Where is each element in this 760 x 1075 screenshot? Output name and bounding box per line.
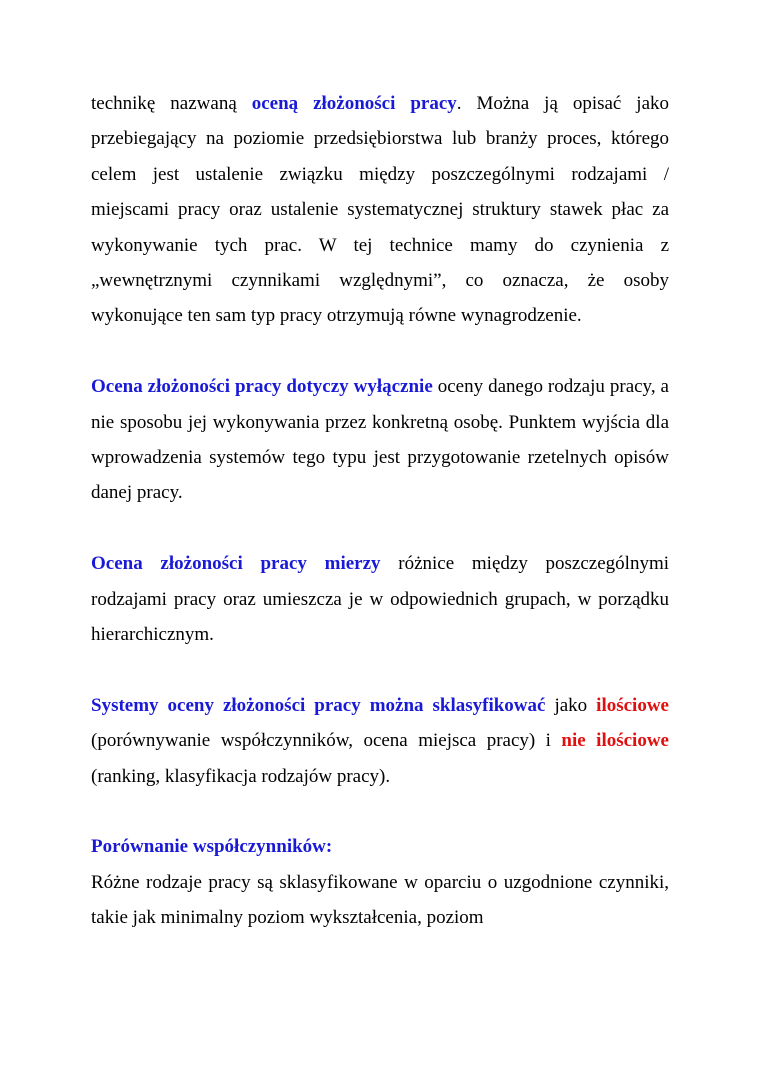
paragraph-text: oceny danego rodzaju pracy, a nie sposobu jej wykonywania przez konkretną osobę. Punktem wyjścia dla wprowadzenia systemów tego typu jest przygotowanie rzetelnych opisów danej pracy. — [91, 376, 669, 504]
non-quantitative-term: nie ilościowe — [561, 730, 669, 752]
paragraph-spacer — [91, 794, 669, 829]
quantitative-term: ilościowe — [596, 694, 669, 716]
paragraph-text: . Można ją opisać jako przebiegający na poziomie przedsiębiorstwa lub branży proces, którego celem jest ustalenie związku między poszczególnymi rodzajami / miejscami pracy oraz ustalenie systematycznej struktury stawek płac za wykonywanie tych prac. W tej technice mamy do czynienia z „wewnętrznymi czynnikami względnymi”, co oznacza, że osoby wykonujące ten sam typ pracy otrzymują równe wynagrodzenie. — [91, 93, 670, 327]
paragraph-text: (porównywanie współczynników, ocena miejsca pracy) i — [91, 730, 562, 752]
highlighted-term: Systemy oceny złożoności pracy można sklasyfikować — [91, 694, 546, 716]
section-heading-factor-comparison — [91, 829, 669, 864]
paragraph-factor-comparison — [91, 865, 669, 936]
document-page — [91, 86, 669, 936]
paragraph-text: technikę nazwaną — [91, 93, 252, 114]
paragraph-text: (ranking, klasyfikacja rodzajów pracy). — [91, 765, 391, 787]
paragraph-measurement — [91, 546, 669, 652]
paragraph-spacer — [91, 652, 669, 687]
paragraph-classification — [91, 688, 669, 794]
paragraph-spacer — [91, 334, 669, 369]
paragraph-text: różnice między poszczególnymi rodzajami pracy oraz umieszcza je w odpowiednich grupach, w porządku hierarchicznym. — [91, 553, 670, 646]
paragraph-scope — [91, 369, 669, 511]
highlighted-term: Ocena złożoności pracy mierzy — [91, 553, 381, 575]
paragraph-text: jako — [545, 694, 597, 716]
paragraph-job-evaluation-intro — [91, 86, 669, 334]
highlighted-term: oceną złożoności pracy — [251, 93, 457, 114]
highlighted-term: Ocena złożoności pracy dotyczy wyłącznie — [91, 376, 433, 398]
paragraph-text: Różne rodzaje pracy są sklasyfikowane w oparciu o uzgodnione czynniki, takie jak minimalny poziom wykształcenia, poziom — [91, 871, 669, 929]
section-heading: Porównanie współczynników: — [91, 836, 333, 858]
paragraph-spacer — [91, 511, 669, 546]
